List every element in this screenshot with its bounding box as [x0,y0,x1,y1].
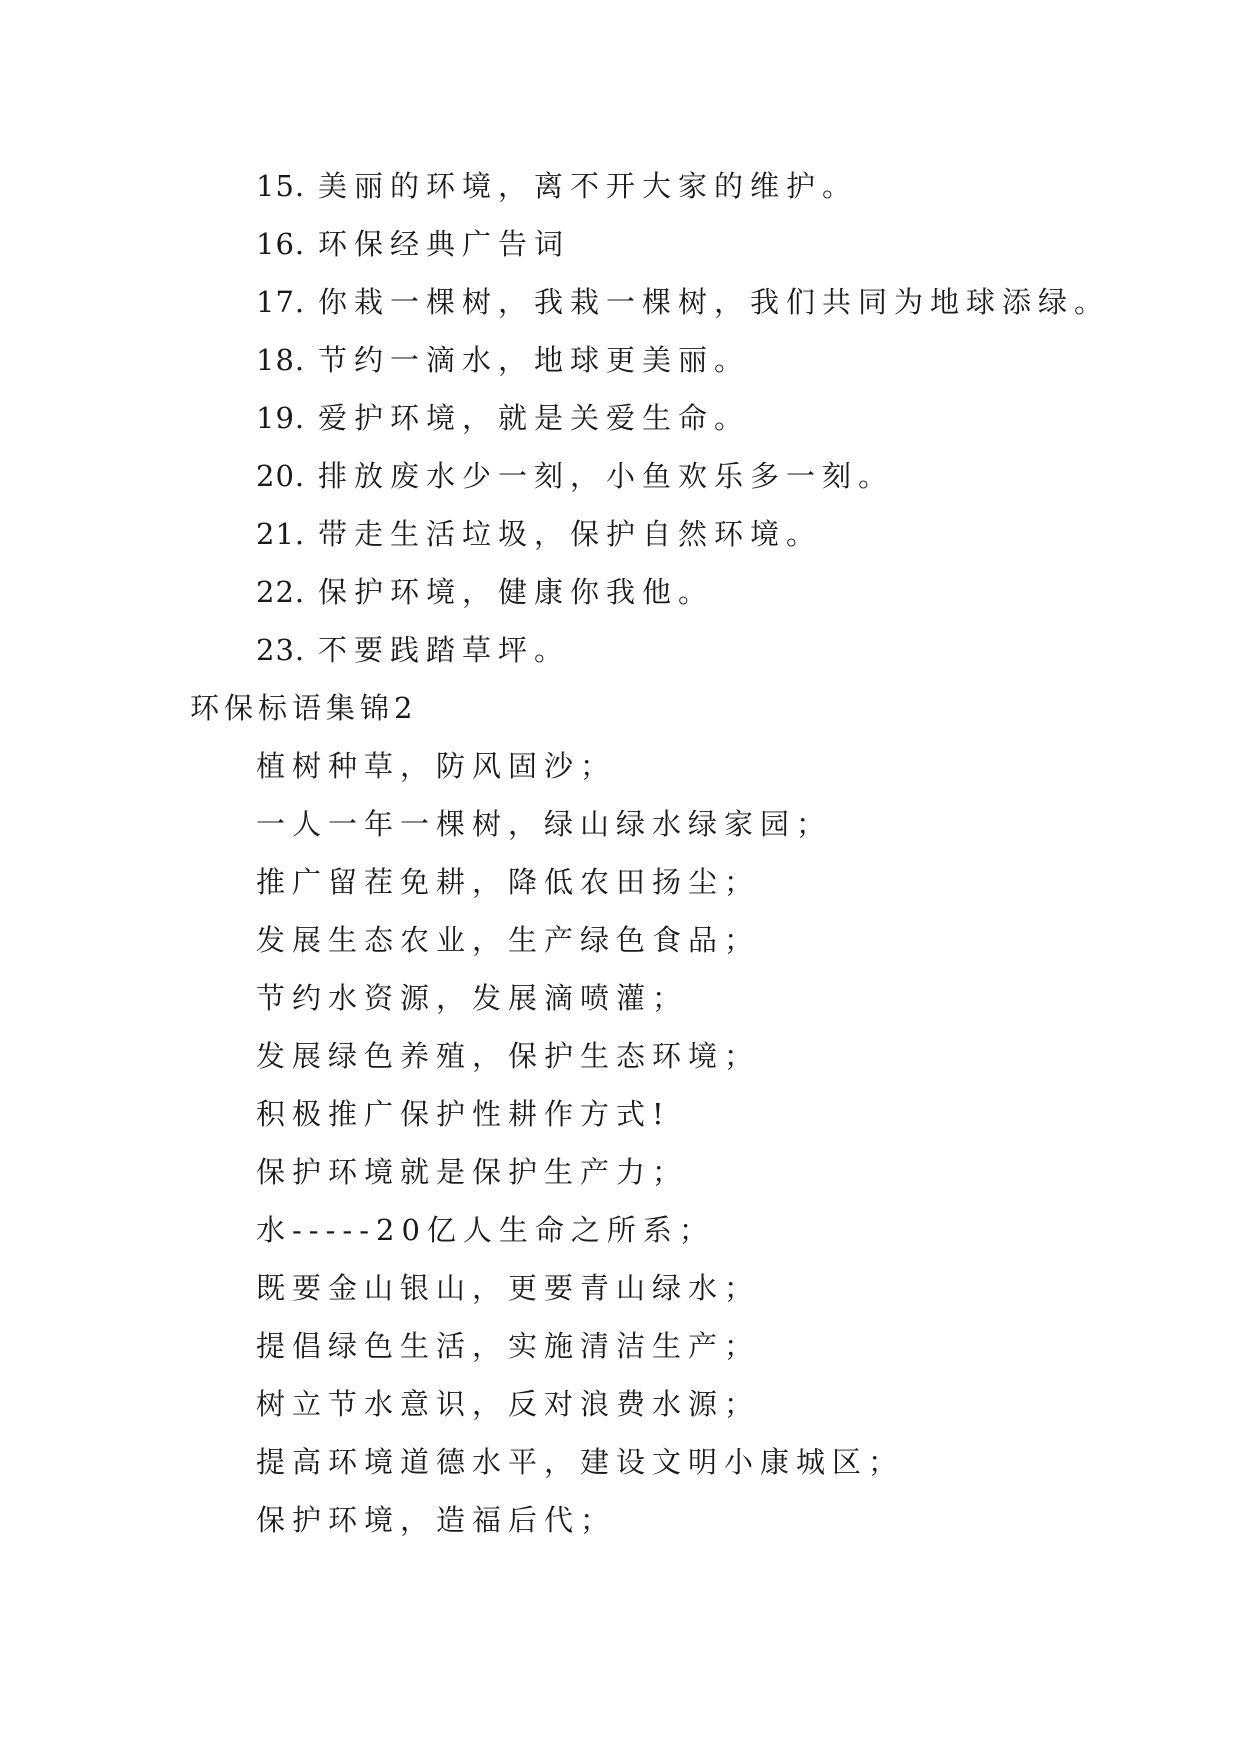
item-text: 保护环境，健康你我他。 [318,575,715,609]
slogan-line: 水-----20亿人生命之所系； [256,1213,715,1247]
slogan-line: 植树种草，防风固沙； [256,749,617,783]
section-heading: 环保标语集锦2 [190,691,418,725]
item-number: 15. [256,169,306,203]
slogan-line: 一人一年一棵树，绿山绿水绿家园； [256,807,833,841]
item-number: 18. [256,343,306,377]
item-text: 美丽的环境，离不开大家的维护。 [318,169,859,203]
slogan-line: 发展绿色养殖，保护生态环境； [256,1039,761,1073]
item-number: 19. [256,401,306,435]
slogan-line: 提倡绿色生活，实施清洁生产； [256,1329,761,1363]
item-number: 23. [256,633,306,667]
slogan-line: 积极推广保护性耕作方式! [256,1097,671,1131]
item-number: 22. [256,575,306,609]
item-text: 爱护环境，就是关爱生命。 [318,401,751,435]
item-number: 21. [256,517,306,551]
list-item [256,516,822,552]
item-text: 带走生活垃圾，保护自然环境。 [318,517,823,551]
item-text: 排放废水少一刻，小鱼欢乐多一刻。 [318,459,895,493]
slogan-line: 既要金山银山，更要青山绿水； [256,1271,761,1305]
slogan-line: 树立节水意识，反对浪费水源； [256,1387,761,1421]
item-text: 节约一滴水，地球更美丽。 [318,343,751,377]
slogan-line: 节约水资源，发展滴喷灌； [256,981,689,1015]
item-number: 20. [256,459,306,493]
item-number: 17. [256,285,306,319]
list-item [256,168,858,204]
list-item [256,632,570,668]
slogan-line: 推广留茬免耕，降低农田扬尘； [256,865,761,899]
list-item [256,458,894,494]
list-item [256,284,1110,320]
item-number: 16. [256,227,306,261]
slogan-line: 发展生态农业，生产绿色食品； [256,923,761,957]
list-item [256,400,750,436]
item-text: 你栽一棵树，我栽一棵树，我们共同为地球添绿。 [318,285,1111,319]
slogan-line: 保护环境，造福后代； [256,1503,617,1537]
list-item [256,342,750,378]
slogan-line: 提高环境道德水平，建设文明小康城区； [256,1445,905,1479]
slogan-line: 保护环境就是保护生产力； [256,1155,689,1189]
list-item [256,574,714,610]
item-text: 环保经典广告词 [318,227,571,261]
list-item [256,226,570,262]
item-text: 不要践踏草坪。 [318,633,571,667]
